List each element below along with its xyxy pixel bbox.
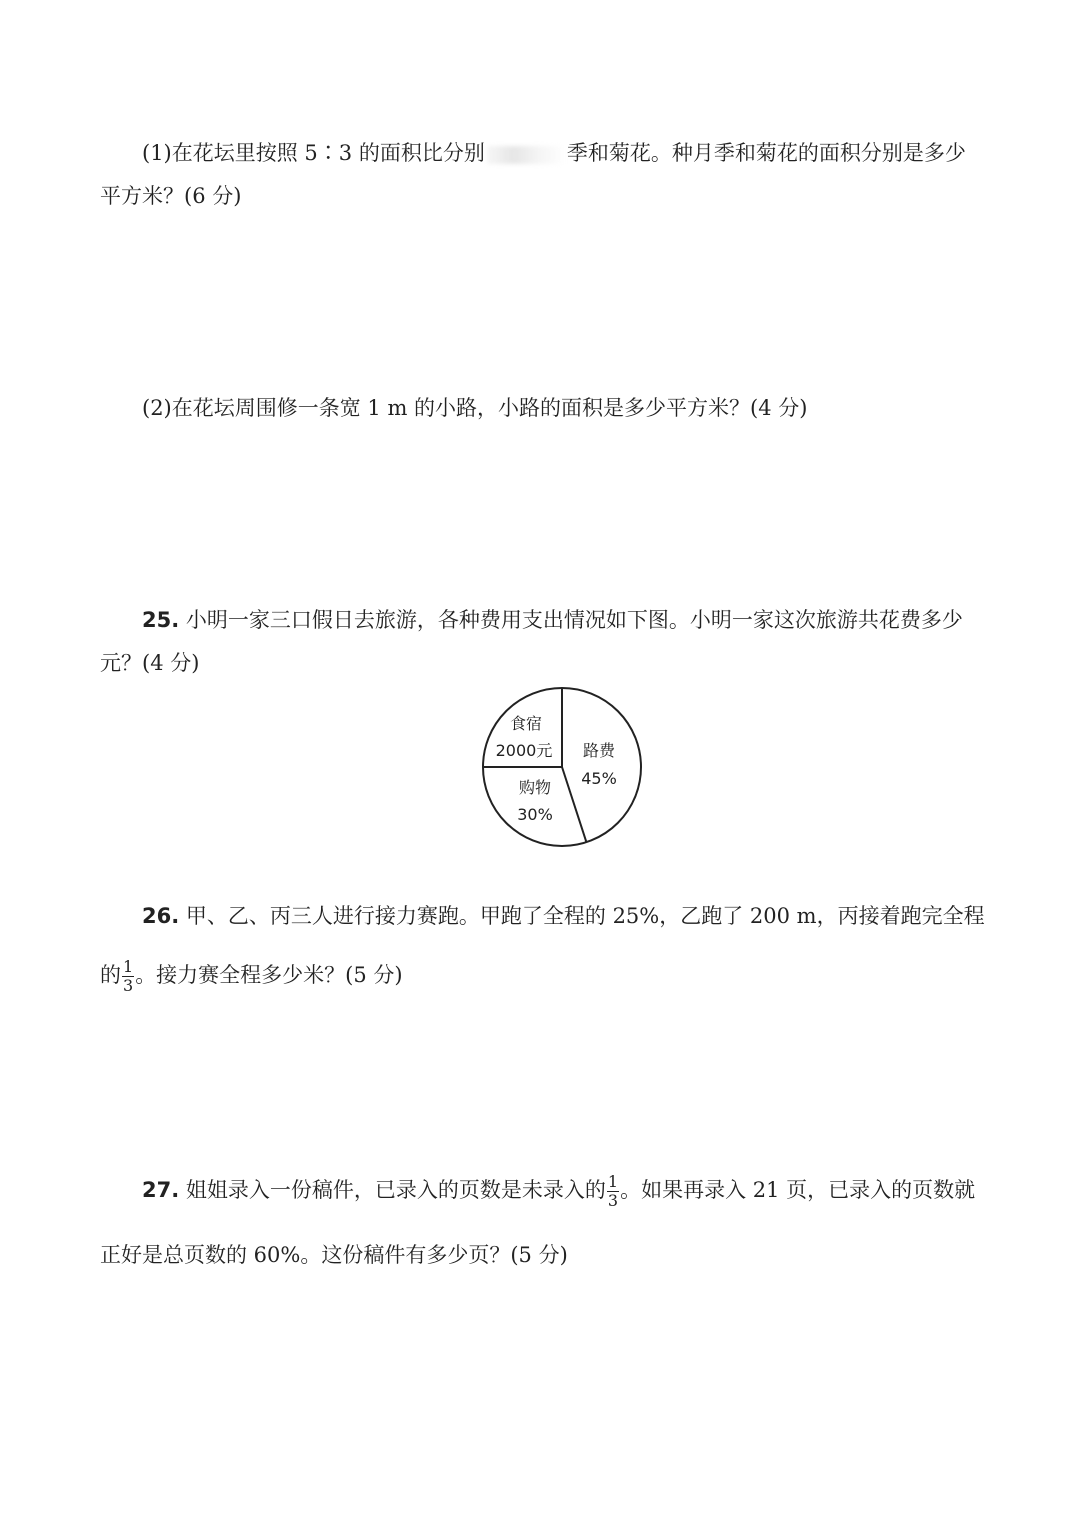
q26-text-post: 。接力赛全程多少米？(5 分) <box>135 963 403 987</box>
q24-part1-text-a: (1)在花坛里按照 5∶3 的面积比分别 <box>142 141 485 165</box>
slice-value-lodging: 2000元 <box>495 741 553 760</box>
q24-part1-line1 <box>142 138 966 168</box>
slice-label-lodging: 食宿 <box>509 714 543 733</box>
q27-line2: 正好是总页数的 60%。这份稿件有多少页？(5 分) <box>100 1243 568 1267</box>
slice-value-shopping: 30% <box>517 805 553 824</box>
q26-line1 <box>142 901 985 931</box>
q26-text-pre: 的 <box>100 963 121 987</box>
blurred-text <box>487 146 565 164</box>
q27-number: 27. <box>142 1178 180 1202</box>
q26-text: 甲、乙、丙三人进行接力赛跑。甲跑了全程的 25%，乙跑了 200 m，丙接着跑完全程 <box>185 904 985 928</box>
fraction-one-third <box>607 1173 619 1210</box>
fraction-denominator: 3 <box>607 1191 619 1210</box>
q27-text-pre: 姐姐录入一份稿件，已录入的页数是未录入的 <box>185 1178 606 1202</box>
q27-text-post: 。如果再录入 21 页，已录入的页数就 <box>620 1178 976 1202</box>
fraction-numerator: 1 <box>123 957 134 976</box>
slice-value-travel: 45% <box>581 769 617 788</box>
expense-pie-chart <box>478 684 648 850</box>
fraction-one-third <box>122 958 134 995</box>
q27-line1 <box>142 1173 975 1210</box>
q26-number: 26. <box>142 904 180 928</box>
q24-part2-line1: (2)在花坛周围修一条宽 1 m 的小路，小路的面积是多少平方米？(4 分) <box>142 396 808 420</box>
q25-line1 <box>142 605 963 635</box>
slice-label-shopping: 购物 <box>518 778 552 797</box>
q24-part1-line2: 平方米？(6 分) <box>100 184 242 208</box>
q24-part1-text-b: 季和菊花。种月季和菊花的面积分别是多少 <box>566 141 966 165</box>
fraction-denominator: 3 <box>123 976 134 995</box>
fraction-numerator: 1 <box>607 1172 619 1191</box>
q25-number: 25. <box>142 608 180 632</box>
q25-line2: 元？(4 分) <box>100 651 200 675</box>
q25-text: 小明一家三口假日去旅游，各种费用支出情况如下图。小明一家这次旅游共花费多少 <box>185 608 963 632</box>
slice-label-travel: 路费 <box>582 741 616 760</box>
q26-line2 <box>100 958 403 995</box>
